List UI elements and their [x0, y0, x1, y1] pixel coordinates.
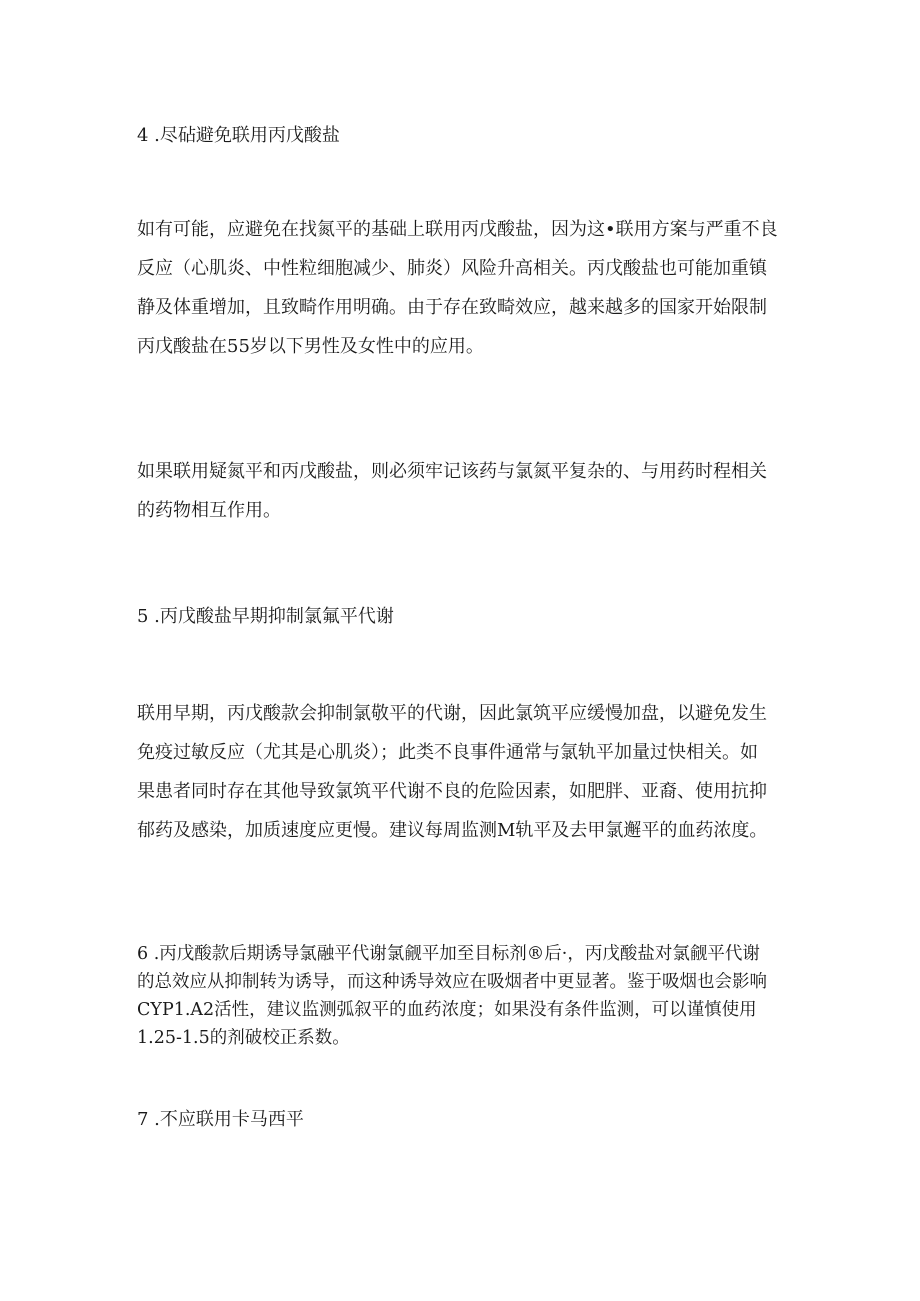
section-5-paragraph-1 — [137, 694, 787, 850]
section-5-heading: 5 .丙戊酸盐早期抑制氯氟平代谢 — [137, 606, 394, 627]
text-line: 果患者同时存在其他导致氯筑平代谢不良的危险因素，如肥胖、亚裔、使用抗抑 — [137, 781, 767, 802]
text-line: 免疫过敏反应（尤其是心肌炎）；此类不良事件通常与氯轨平加量过快相关。如 — [137, 742, 758, 763]
text-line: 的药物相互作用。 — [137, 500, 281, 521]
text-line: 丙戊酸盐在55岁以下男性及女性中的应用。 — [137, 336, 484, 357]
text-line: CYP1.A2活性，建议监测弧叙平的血药浓度；如果没有条件监测，可以谨慎使用 — [137, 1000, 757, 1020]
text-line: 如有可能，应避免在找氮平的基础上联用丙戊酸盐，因为这•联用方案与严重不良 — [137, 219, 778, 240]
text-line: 1.25-1.5的剂破校正系数。 — [137, 1028, 350, 1048]
section-7-heading: 7 .不应联用卡马西平 — [137, 1109, 304, 1130]
section-4-paragraph-2 — [137, 452, 787, 530]
section-6-paragraph-1 — [137, 940, 787, 1052]
text-line: 如果联用疑氮平和丙戊酸盐，则必须牢记该药与氯氮平复杂的、与用药时程相关 — [137, 461, 767, 482]
text-line: 的总效应从抑制转为诱导，而这种诱导效应在吸烟者中更显著。鉴于吸烟也会影响 — [137, 972, 767, 992]
text-line: 静及体重增加，且致畸作用明确。由于存在致畸效应，越来越多的国家开始限制 — [137, 297, 767, 318]
text-line: 反应（心肌炎、中性粒细胞减少、肺炎）风险升高相关。丙戊酸盐也可能加重镇 — [137, 258, 767, 279]
section-4-heading: 4 .尽砧避免联用丙戊酸盐 — [137, 125, 340, 146]
text-line: 6 .丙戊酸款后期诱导氯融平代谢氯觎平加至目标剂®后·，丙戊酸盐对氯觎平代谢 — [137, 944, 760, 964]
text-line: 联用早期，丙戊酸款会抑制氯敬平的代谢，因此氯筑平应缓慢加盘，以避免发生 — [137, 703, 767, 724]
text-line: 郁药及感染，加质速度应更慢。建议每周监测M轨平及去甲氯邂平的血药浓度。 — [137, 820, 768, 841]
section-4-paragraph-1 — [137, 210, 787, 366]
